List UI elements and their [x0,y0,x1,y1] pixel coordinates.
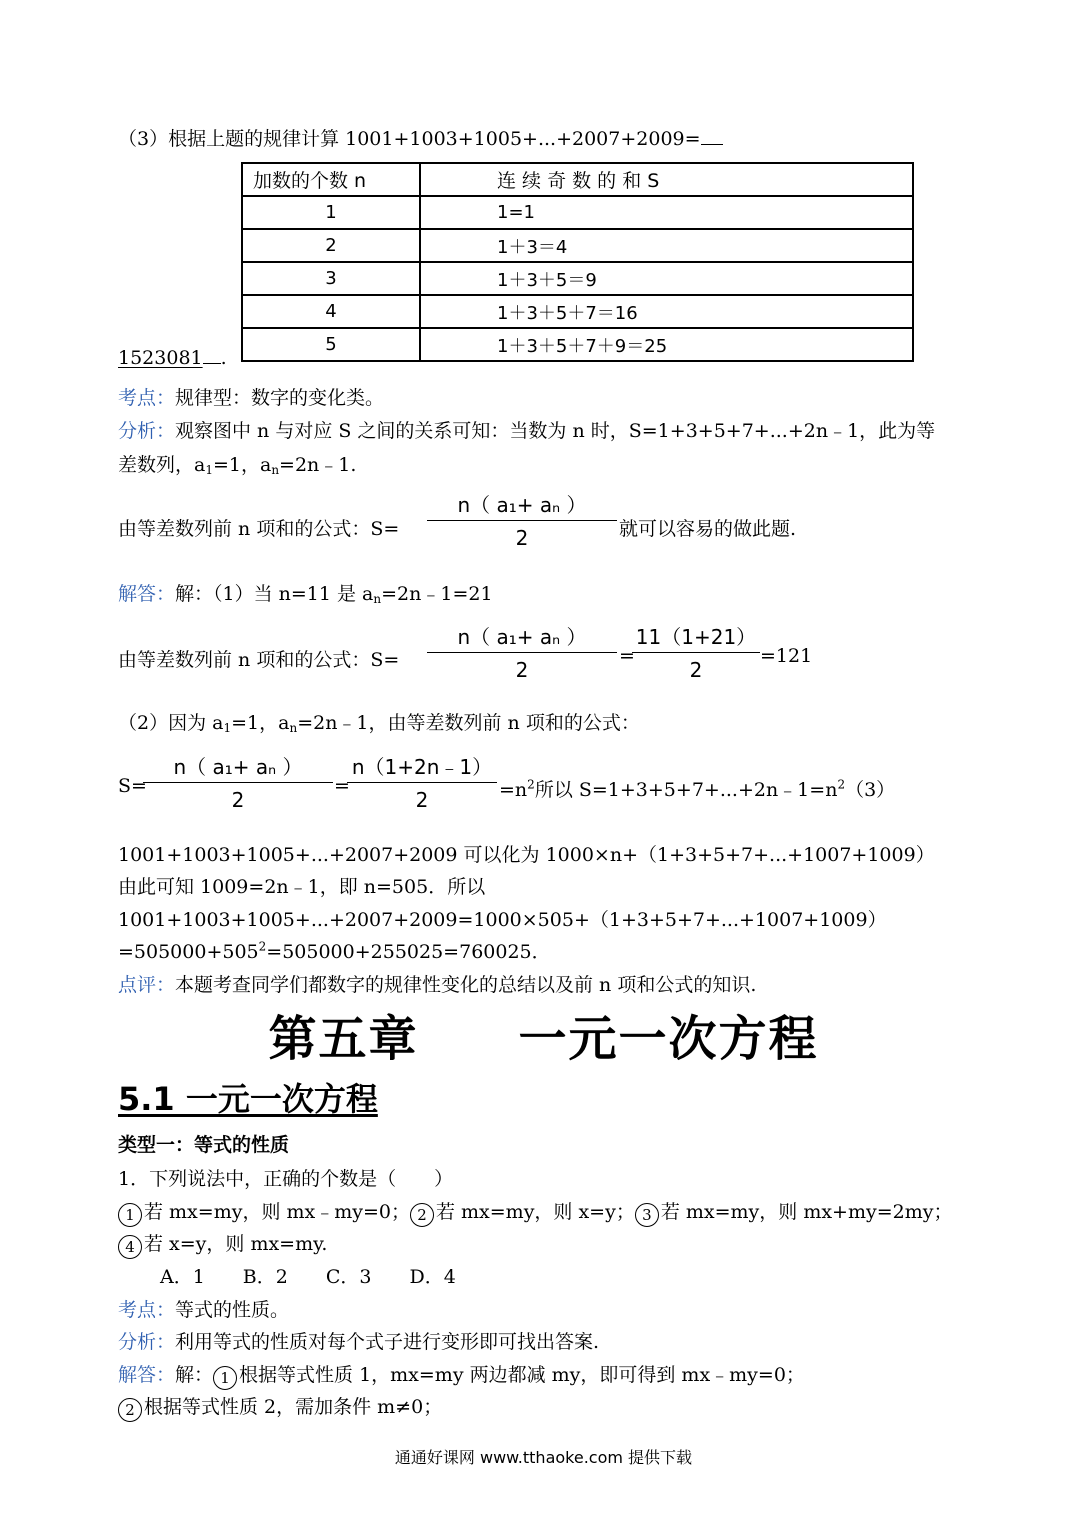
jieda-2: 解答：解： 1 根据等式性质 1，mx=my 两边都减 my，即可得到 mx﹣my=0； [118,1360,805,1390]
section-title: 5.1 一元一次方程 [118,1080,378,1118]
solution-final: $=505000+505^2=505000+255025=760025$． [118,939,551,963]
result-121: =121 [760,645,813,667]
table-cell: 1=1 [420,196,913,229]
table-header-n: 加数的个数 n [242,163,420,196]
odd-sum-table [241,162,914,362]
table-cell: 1＋3＋5＝9 [420,262,913,295]
page-footer: 通通好课网 www.tthaoke.com 提供下载 [394,1448,693,1467]
solution-line: 1001+1003+1005+...+2007+2009 可以化为 1000×n+（1+3+5+7+...+1007+1009） [118,844,935,866]
table-cell: 5 [242,328,420,361]
jieda-label: 解答： [118,1364,176,1386]
formula-line-2: 由等差数列前 n 项和的公式：S= [118,649,400,671]
fenxi-1-line1: 分析：观察图中 n 与对应 S 之间的关系可知：当数为 n 时，S=1+3+5+7+...+2n﹣1，此为等 [118,420,936,442]
table-row [242,328,913,361]
formula-line-1: 由等差数列前 n 项和的公式：S= [118,518,400,540]
q3-answer: 1523081 . [118,347,227,369]
chapter-title: 第五章 一元一次方程 [268,1011,819,1067]
question-1-stem: 1．下列说法中，正确的个数是（ ） [118,1168,454,1190]
fraction-general: n（1+2n﹣1） 2 [347,752,497,813]
fenxi-label: 分析： [118,420,176,442]
table-cell: 1＋3＝4 [420,229,913,262]
circled-number: 3 [635,1203,659,1227]
fenxi-label: 分析： [118,1331,176,1353]
table-cell: 3 [242,262,420,295]
table-cell: 4 [242,295,420,328]
formula-line-3: S= [118,775,147,797]
q3-answer-value: 1523081 [118,347,203,369]
question-1-options-line1: 1 若 mx=my，则 mx﹣my=0； 2 若 mx=my，则 x=y； 3 若 mx=my，则 mx+my=2my； [118,1197,953,1227]
solution-line: 1001+1003+1005+...+2007+2009=1000×505+（1+3+5+7+...+1007+1009） [118,909,887,931]
kaodian-1: 考点：规律型：数字的变化类。 [118,387,385,409]
table-row [242,262,913,295]
circled-number: 2 [118,1398,142,1422]
kaodian-2: 考点：等式的性质。 [118,1299,290,1321]
type-title: 类型一：等式的性质 [118,1134,290,1156]
table-row [242,196,913,229]
circled-number: 1 [213,1366,237,1390]
solution-line: 由此可知 1009=2n﹣1，即 n=505．所以 [118,876,486,898]
fraction-sum-formula: n（ a₁+ aₙ ） 2 [427,490,617,551]
table-header-row [242,163,913,196]
table-cell: 1 [242,196,420,229]
formula-line-3-suffix: $=n^2$所以 $S=1+3+5+7+...+2n﹣1=n^2(3)$ [499,777,896,801]
dianping-label: 点评： [118,974,176,996]
fenxi-1-line2: 差数列，$a_1=1$，$a_n=2n﹣1$. [118,454,357,477]
question-1-options-line2: 4 若 x=y，则 mx=my. [118,1229,327,1259]
jieda-2-line2: 2 根据等式性质 2，需加条件 m≠0； [118,1392,442,1422]
table-header-s: 连 续 奇 数 的 和 S [420,163,913,196]
part-2-text: （2）因为 $a_1=1$，$a_n=2n﹣1$，由等差数列前 n 项和的公式： [118,712,640,735]
fraction-sum-formula: n（ a₁+ aₙ ） 2 [143,752,333,813]
table-cell: 1＋3＋5＋7＝16 [420,295,913,328]
dianping-1: 点评：本题考查同学们都数字的规律性变化的总结以及前 n 项和公式的知识. [118,974,757,996]
equals-sign: = [334,775,350,797]
question-1-choices: A．1 B．2 C．3 D．4 [160,1266,456,1288]
q3-prompt: （3）根据上题的规律计算 1001+1003+1005+...+2007+2009= [118,124,723,151]
jieda-1: 解答：解：（1）当 n=11 是 $a_n=2n﹣1=21$ [118,583,493,606]
kaodian-label: 考点： [118,1299,176,1321]
equals-sign: = [619,645,635,667]
fraction-numeric: 11（1+21） 2 [632,622,760,683]
circled-number: 2 [410,1203,434,1227]
table-row [242,295,913,328]
formula-line-1-suffix: 就可以容易的做此题. [619,518,797,540]
fraction-sum-formula: n（ a₁+ aₙ ） 2 [427,622,617,683]
circled-number: 4 [118,1235,142,1259]
table-cell: 2 [242,229,420,262]
table-cell: 1＋3＋5＋7＋9＝25 [420,328,913,361]
circled-number: 1 [118,1203,142,1227]
fenxi-2: 分析：利用等式的性质对每个式子进行变形即可找出答案. [118,1331,600,1353]
answer-blank [701,130,723,145]
kaodian-label: 考点： [118,387,176,409]
jieda-label: 解答： [118,583,176,605]
table-row [242,229,913,262]
